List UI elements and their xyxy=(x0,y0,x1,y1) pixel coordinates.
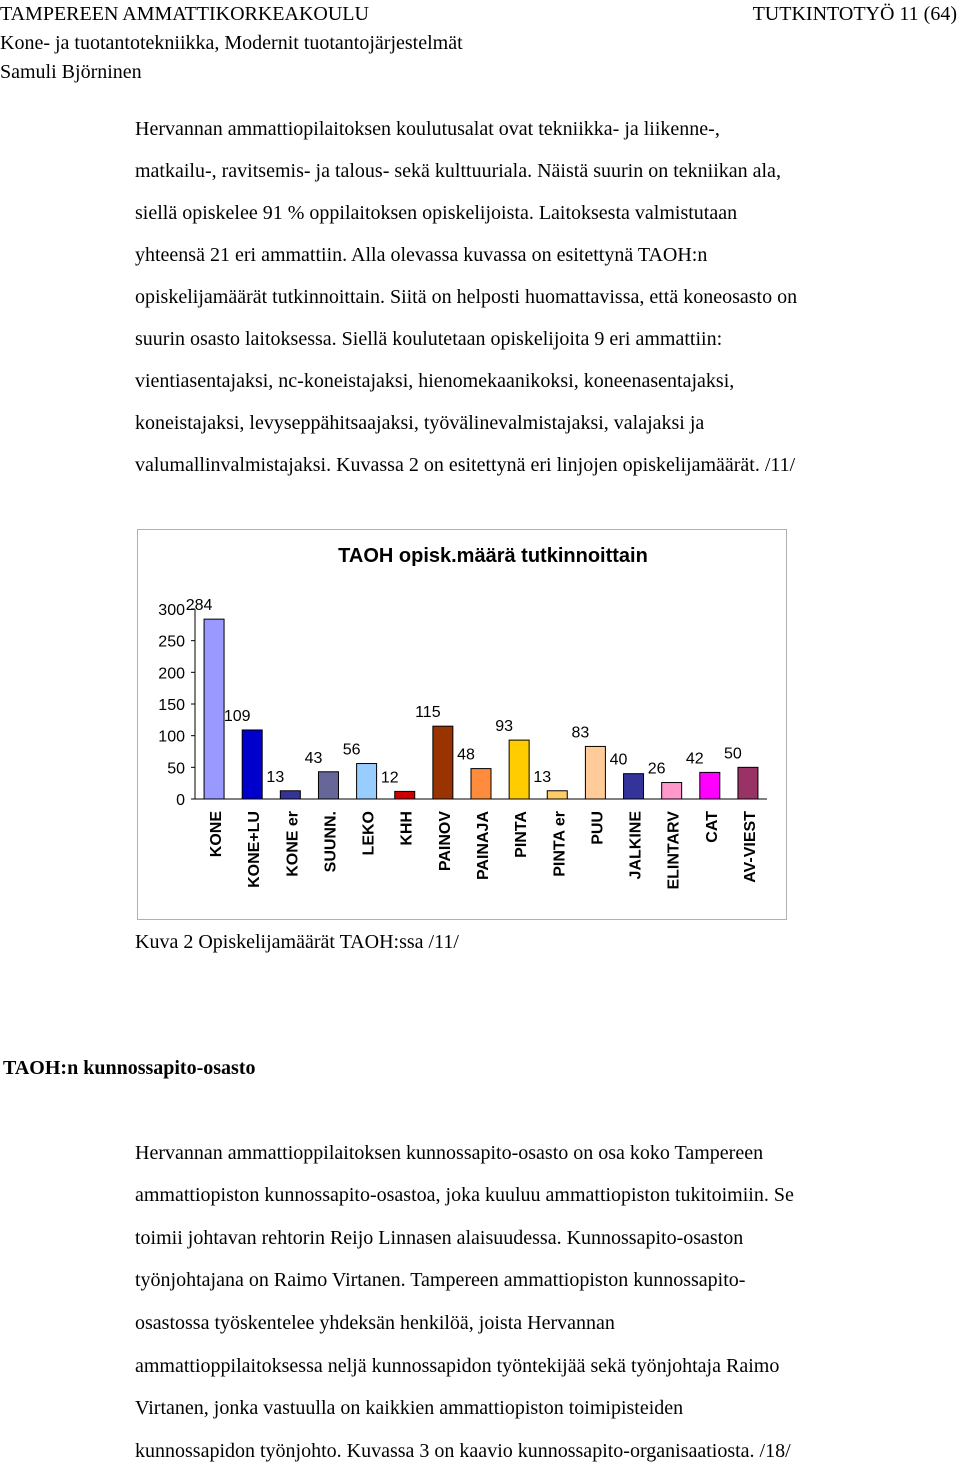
data-label: 26 xyxy=(647,760,666,778)
bar xyxy=(624,774,644,799)
paragraph-line: valumallinvalmistajaksi. Kuvassa 2 on esitettynä eri linjojen opiskelijamäärät. /11/ xyxy=(135,454,796,476)
bar xyxy=(509,740,529,799)
paragraph-line: suurin osasto laitoksessa. Siellä koulutetaan opiskelijoita 9 eri ammattiin: xyxy=(135,328,723,350)
y-tick-label: 150 xyxy=(158,697,185,714)
bar xyxy=(357,764,377,799)
category-label: PUU xyxy=(589,811,607,845)
header-author: Samuli Björninen xyxy=(0,61,142,83)
bar xyxy=(700,772,720,799)
category-label: KONE er xyxy=(284,811,302,877)
data-label: 115 xyxy=(415,704,441,722)
bar xyxy=(204,619,224,799)
category-label: LEKO xyxy=(360,811,378,856)
paragraph-line: ammattiopiston kunnossapito-osastoa, joka kuuluu ammattiopiston tukitoimiin. Se xyxy=(135,1184,794,1206)
bar-chart xyxy=(137,529,787,920)
category-label: CAT xyxy=(703,811,721,843)
paragraph-line: kunnossapidon työnjohto. Kuvassa 3 on kaavio kunnossapito-organisaatiosta. /18/ xyxy=(135,1440,791,1462)
category-label: ELINTARV xyxy=(665,811,683,890)
bar xyxy=(433,726,453,799)
paragraph-line: työnjohtajana on Raimo Virtanen. Tampereen ammattiopiston kunnossapito- xyxy=(135,1269,746,1291)
chart-bars xyxy=(186,597,759,889)
y-tick-label: 200 xyxy=(158,665,185,683)
category-label: SUUNN. xyxy=(322,811,340,873)
category-label: JALKINE xyxy=(627,811,645,880)
category-label: PAINOV xyxy=(436,811,454,872)
paragraph-line: opiskelijamäärät tutkinnoittain. Siitä on helposti huomattavissa, että koneosasto on xyxy=(135,286,798,308)
category-label: KONE xyxy=(208,811,226,858)
bar xyxy=(738,767,758,799)
bar xyxy=(662,783,682,799)
category-label: AV-VIEST xyxy=(741,811,759,883)
paragraph-line: Hervannan ammattiopilaitoksen koulutusalat ovat tekniikka- ja liikenne-, xyxy=(135,118,720,140)
bar xyxy=(242,730,262,799)
bar xyxy=(471,769,491,799)
data-label: 42 xyxy=(685,750,704,768)
paragraph-line: Hervannan ammattioppilaitoksen kunnossapito-osasto on osa koko Tampereen xyxy=(135,1142,764,1164)
y-tick-label: 300 xyxy=(158,602,185,619)
y-tick-label: 100 xyxy=(158,728,185,746)
paragraph-line: koneistajaksi, levyseppähitsaajaksi, työvälinevalmistajaksi, valajaksi ja xyxy=(135,412,705,434)
paragraph-line: ammattioppilaitoksessa neljä kunnossapidon työntekijää sekä työnjohtaja Raimo xyxy=(135,1355,780,1377)
paragraph-line: yhteensä 21 eri ammattiin. Alla olevassa kuvassa on esitettynä TAOH:n xyxy=(135,244,708,266)
section-heading: TAOH:n kunnossapito-osasto xyxy=(3,1057,256,1079)
category-label: PAINAJA xyxy=(475,811,492,881)
paragraph-line: Virtanen, jonka vastuulla on kaikkien ammattiopiston toimipisteiden xyxy=(135,1397,684,1419)
data-label: 109 xyxy=(223,707,251,725)
bar xyxy=(318,772,338,799)
data-label: 13 xyxy=(266,768,285,786)
data-label: 43 xyxy=(304,749,323,767)
paragraph-line: matkailu-, ravitsemis- ja talous- sekä kulttuuriala. Näistä suurin on tekniikan ala, xyxy=(135,160,781,182)
data-label: 40 xyxy=(609,751,628,769)
data-label: 284 xyxy=(185,597,213,615)
chart-title: TAOH opisk.määrä tutkinnoittain xyxy=(338,545,648,567)
data-label: 83 xyxy=(571,724,590,742)
paragraph-line: toimii johtavan rehtorin Reijo Linnasen alaisuudessa. Kunnossapito-osaston xyxy=(135,1227,744,1249)
bar xyxy=(585,746,605,799)
figure-caption: Kuva 2 Opiskelijamäärät TAOH:ssa /11/ xyxy=(135,931,459,953)
paragraph-line: osastossa työskentelee yhdeksän henkilöä, joista Hervannan xyxy=(135,1312,615,1334)
category-label: PINTA er xyxy=(551,811,569,877)
bar xyxy=(280,791,300,799)
header-program: Kone- ja tuotantotekniikka, Modernit tuotantojärjestelmät xyxy=(0,32,463,54)
data-label: 12 xyxy=(380,769,399,787)
paragraph-line: vientiasentajaksi, nc-koneistajaksi, hienomekaanikoksi, koneenasentajaksi, xyxy=(135,370,735,392)
y-tick-label: 50 xyxy=(167,760,185,778)
data-label: 13 xyxy=(533,768,552,786)
category-label: KONE+LU xyxy=(246,811,264,888)
y-tick-label: 0 xyxy=(176,792,185,809)
data-label: 50 xyxy=(724,745,742,763)
header-page-number: TUTKINTOTYÖ 11 (64) xyxy=(752,3,957,25)
data-label: 93 xyxy=(495,718,514,736)
data-label: 56 xyxy=(342,741,361,759)
data-label: 48 xyxy=(457,746,475,764)
bar xyxy=(547,791,567,799)
bar xyxy=(395,791,415,799)
y-tick-label: 250 xyxy=(158,633,185,651)
header-school: TAMPEREEN AMMATTIKORKEAKOULU xyxy=(0,3,369,25)
category-label: KHH xyxy=(398,811,416,846)
paragraph-line: siellä opiskelee 91 % oppilaitoksen opiskelijoista. Laitoksesta valmistutaan xyxy=(135,202,738,224)
category-label: PINTA xyxy=(513,811,531,858)
